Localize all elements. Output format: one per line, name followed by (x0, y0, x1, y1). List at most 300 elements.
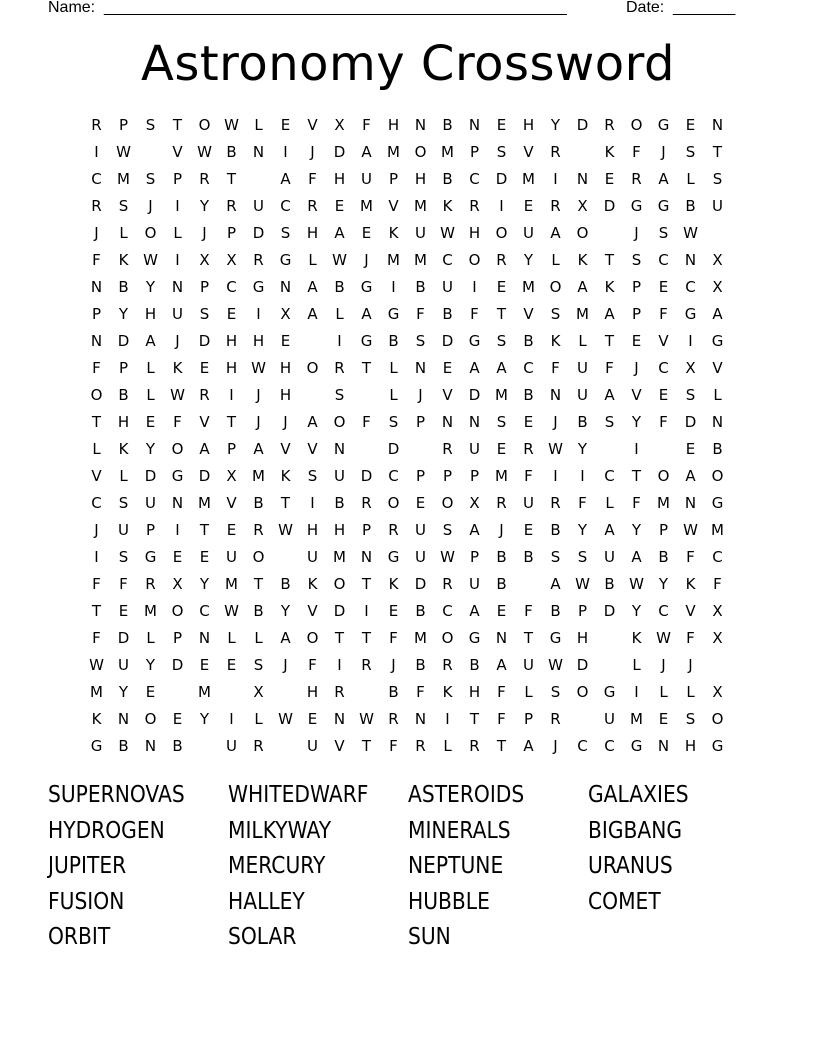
grid-cell (353, 436, 380, 463)
grid-cell: N (441, 413, 454, 431)
grid-cell: X (712, 251, 723, 269)
date-field-line[interactable]: _______ (673, 0, 736, 16)
grid-cell (407, 436, 434, 463)
grid-cell: G (279, 251, 292, 269)
grid-row (83, 598, 743, 625)
word-bank-item: ORBIT (48, 924, 111, 950)
grid-cell: N (333, 440, 346, 458)
grid-cell: K (550, 332, 561, 350)
grid-cell (704, 652, 731, 679)
grid-cell: U (577, 359, 588, 377)
grid-cell: F (713, 575, 722, 593)
grid-cell: O (549, 278, 562, 296)
grid-cell: T (226, 170, 237, 188)
grid-cell: B (334, 494, 345, 512)
grid-cell: A (334, 224, 345, 242)
grid-cell: R (469, 737, 480, 755)
grid-cell: D (198, 332, 211, 350)
name-field-line[interactable]: ____________________________________________________ (104, 0, 567, 16)
grid-cell: T (361, 359, 372, 377)
grid-cell: M (630, 710, 643, 728)
grid-cell: H (576, 629, 589, 647)
grid-cell: D (171, 656, 184, 674)
grid-cell: T (604, 332, 615, 350)
grid-cell: A (280, 170, 291, 188)
grid-cell: A (496, 359, 507, 377)
grid-cell: U (604, 710, 615, 728)
grid-cell: W (116, 143, 131, 161)
grid-row (83, 166, 743, 193)
grid-cell: I (175, 251, 180, 269)
grid-cell: R (415, 737, 426, 755)
grid-cell: E (361, 224, 372, 242)
grid-cell: V (712, 359, 723, 377)
grid-cell: K (685, 575, 696, 593)
grid-cell: U (361, 170, 372, 188)
grid-cell: S (550, 548, 561, 566)
grid-cell: B (523, 332, 534, 350)
grid-cell: D (198, 467, 211, 485)
date-label: Date: (626, 0, 665, 16)
grid-cell: R (469, 197, 480, 215)
grid-cell: G (90, 737, 103, 755)
grid-cell: A (307, 278, 318, 296)
grid-cell: P (415, 467, 426, 485)
header-fields (48, 0, 768, 18)
grid-cell: P (415, 413, 426, 431)
grid-cell: F (173, 413, 182, 431)
grid-cell: H (414, 170, 427, 188)
grid-cell: O (387, 494, 400, 512)
grid-cell: I (553, 170, 558, 188)
grid-cell: E (334, 197, 345, 215)
grid-cell: O (144, 224, 157, 242)
grid-cell: X (334, 116, 345, 134)
grid-cell: E (145, 413, 156, 431)
grid-cell: L (254, 116, 263, 134)
grid-cell: S (685, 143, 696, 161)
grid-row (83, 490, 743, 517)
grid-cell: T (523, 629, 534, 647)
grid-cell: G (387, 305, 400, 323)
grid-cell: D (333, 143, 346, 161)
grid-cell: E (523, 413, 534, 431)
grid-cell: A (685, 467, 696, 485)
grid-cell: U (712, 197, 723, 215)
grid-cell: R (307, 197, 318, 215)
grid-cell: B (388, 332, 399, 350)
grid-cell: R (550, 494, 561, 512)
grid-cell (569, 139, 596, 166)
grid-cell (272, 679, 299, 706)
grid-cell: D (414, 575, 427, 593)
grid-cell: W (548, 656, 563, 674)
grid-cell: H (468, 683, 481, 701)
grid-cell: I (229, 386, 234, 404)
grid-cell: S (145, 116, 156, 134)
grid-cell: F (362, 413, 371, 431)
grid-cell: F (92, 359, 101, 377)
name-label: Name: (48, 0, 96, 16)
grid-cell: O (90, 386, 103, 404)
grid-cell: O (657, 467, 670, 485)
grid-cell: I (634, 440, 639, 458)
grid-cell: T (469, 710, 480, 728)
grid-cell: V (631, 386, 642, 404)
grid-cell: J (256, 413, 261, 431)
grid-cell: L (686, 683, 695, 701)
grid-cell: S (496, 143, 507, 161)
grid-cell: P (631, 305, 642, 323)
word-bank-item: BIGBANG (588, 817, 683, 844)
grid-cell: E (280, 332, 291, 350)
grid-cell: O (576, 224, 589, 242)
grid-cell: H (306, 521, 319, 539)
grid-cell: R (442, 440, 453, 458)
grid-cell: D (144, 467, 157, 485)
grid-cell: A (253, 440, 264, 458)
grid-cell: K (442, 683, 453, 701)
grid-cell: D (603, 602, 616, 620)
grid-row (83, 355, 743, 382)
word-bank-item: MINERALS (408, 817, 511, 844)
grid-cell: S (496, 413, 507, 431)
grid-cell: U (523, 224, 534, 242)
grid-cell: B (118, 278, 129, 296)
grid-row (83, 652, 743, 679)
grid-cell: B (442, 305, 453, 323)
grid-cell: G (360, 332, 373, 350)
grid-cell: T (91, 413, 102, 431)
grid-cell: U (334, 467, 345, 485)
grid-cell: J (364, 251, 369, 269)
grid-cell: N (468, 116, 481, 134)
grid-cell: B (253, 494, 264, 512)
grid-cell: N (333, 710, 346, 728)
grid-cell (299, 382, 326, 409)
grid-row (83, 409, 743, 436)
grid-cell: C (604, 467, 615, 485)
grid-cell: G (630, 737, 643, 755)
grid-row (83, 625, 743, 652)
grid-cell: T (199, 521, 210, 539)
grid-cell: X (469, 494, 480, 512)
grid-cell: J (94, 521, 99, 539)
grid-cell: L (335, 305, 344, 323)
grid-cell: U (307, 737, 318, 755)
grid-cell: S (118, 197, 129, 215)
grid-cell: W (656, 629, 671, 647)
word-bank-item: MILKYWAY (228, 817, 332, 844)
grid-cell: S (280, 224, 291, 242)
grid-cell: I (283, 143, 288, 161)
grid-cell: L (146, 629, 155, 647)
grid-row (83, 139, 743, 166)
grid-cell: H (252, 332, 265, 350)
grid-cell: C (577, 737, 588, 755)
grid-cell: A (469, 602, 480, 620)
grid-cell: J (391, 656, 396, 674)
word-bank-item: URANUS (588, 853, 673, 879)
grid-cell: X (226, 251, 237, 269)
grid-cell: G (549, 629, 562, 647)
grid-cell (596, 220, 623, 247)
grid-cell: K (118, 440, 129, 458)
grid-row (83, 679, 743, 706)
grid-cell: Y (118, 305, 129, 323)
grid-cell: S (307, 467, 318, 485)
grid-cell (245, 166, 272, 193)
grid-cell (164, 679, 191, 706)
grid-cell: A (712, 305, 723, 323)
grid-cell: P (226, 224, 237, 242)
grid-cell: L (146, 386, 155, 404)
grid-cell: T (280, 494, 291, 512)
grid-cell: A (145, 332, 156, 350)
grid-cell: R (496, 494, 507, 512)
grid-cell: E (415, 494, 426, 512)
grid-cell: J (310, 143, 315, 161)
grid-cell: A (604, 521, 615, 539)
grid-cell: V (307, 440, 318, 458)
grid-cell: V (199, 413, 210, 431)
grid-cell: H (333, 170, 346, 188)
grid-cell: C (442, 251, 453, 269)
grid-cell: I (499, 197, 504, 215)
grid-cell: J (634, 359, 639, 377)
grid-cell: R (226, 197, 237, 215)
grid-cell: C (226, 278, 237, 296)
grid-cell: L (605, 494, 614, 512)
grid-cell: J (499, 521, 504, 539)
grid-cell: O (306, 359, 319, 377)
grid-cell: C (658, 602, 669, 620)
grid-cell: F (389, 737, 398, 755)
grid-cell: P (442, 467, 453, 485)
grid-cell: L (119, 467, 128, 485)
grid-cell: M (495, 467, 508, 485)
grid-cell: J (661, 143, 666, 161)
grid-cell: F (524, 467, 533, 485)
grid-cell: J (148, 197, 153, 215)
grid-cell: B (334, 278, 345, 296)
grid-row (83, 247, 743, 274)
word-bank-item: FUSION (48, 888, 125, 915)
word-search-grid (83, 112, 743, 760)
grid-cell: G (468, 332, 481, 350)
grid-cell: P (523, 710, 534, 728)
grid-cell: A (307, 413, 318, 431)
grid-row (83, 436, 743, 463)
grid-cell: R (253, 521, 264, 539)
grid-cell (272, 733, 299, 760)
word-bank (48, 778, 768, 956)
grid-cell: L (308, 251, 317, 269)
grid-cell: E (523, 521, 534, 539)
grid-cell: U (226, 737, 237, 755)
grid-cell: M (225, 575, 238, 593)
grid-cell: Y (199, 197, 210, 215)
grid-cell: T (172, 116, 183, 134)
grid-cell: O (144, 710, 157, 728)
grid-cell (596, 652, 623, 679)
grid-cell: M (198, 494, 211, 512)
grid-cell: Y (550, 116, 561, 134)
grid-cell: J (418, 386, 423, 404)
grid-cell: H (306, 224, 319, 242)
grid-cell: N (657, 737, 670, 755)
grid-cell: F (632, 143, 641, 161)
grid-cell: W (89, 656, 104, 674)
grid-cell: B (442, 170, 453, 188)
grid-cell: E (199, 359, 210, 377)
grid-cell: U (469, 575, 480, 593)
grid-cell: H (144, 305, 157, 323)
grid-cell: B (604, 575, 615, 593)
grid-cell: N (252, 143, 265, 161)
grid-cell: P (469, 467, 480, 485)
grid-cell: Y (523, 251, 534, 269)
grid-cell: B (118, 737, 129, 755)
grid-cell: B (496, 575, 507, 593)
grid-cell: D (252, 224, 265, 242)
grid-cell: T (253, 575, 264, 593)
grid-cell: N (414, 359, 427, 377)
grid-cell (218, 679, 245, 706)
grid-cell: O (576, 683, 589, 701)
grid-cell: L (578, 332, 587, 350)
grid-cell: N (495, 629, 508, 647)
grid-cell: F (92, 575, 101, 593)
grid-row (83, 733, 743, 760)
grid-cell: K (604, 278, 615, 296)
grid-cell: P (469, 548, 480, 566)
grid-cell (191, 733, 218, 760)
grid-cell: C (469, 170, 480, 188)
grid-cell: B (415, 602, 426, 620)
grid-cell: U (469, 440, 480, 458)
grid-cell: H (279, 359, 292, 377)
grid-cell: S (199, 305, 210, 323)
grid-cell: C (658, 251, 669, 269)
grid-cell: M (576, 305, 589, 323)
grid-cell: V (334, 737, 345, 755)
grid-cell: P (577, 602, 588, 620)
grid-cell: Y (145, 440, 156, 458)
grid-cell: R (388, 521, 399, 539)
grid-cell: N (90, 278, 103, 296)
grid-cell: V (226, 494, 237, 512)
grid-cell: G (657, 116, 670, 134)
grid-cell: O (441, 494, 454, 512)
grid-cell: X (199, 251, 210, 269)
grid-cell: I (553, 467, 558, 485)
word-bank-item: SOLAR (228, 924, 297, 950)
page-title: Astronomy Crossword (141, 36, 675, 92)
grid-cell: V (658, 332, 669, 350)
grid-cell: P (118, 359, 129, 377)
grid-cell: C (91, 170, 102, 188)
grid-cell: T (361, 737, 372, 755)
grid-cell: L (92, 440, 101, 458)
grid-cell: F (659, 305, 668, 323)
grid-cell: W (440, 224, 455, 242)
grid-cell: X (577, 197, 588, 215)
word-bank-item: MERCURY (228, 853, 326, 879)
grid-cell: M (657, 494, 670, 512)
grid-cell: U (118, 521, 129, 539)
grid-cell: E (658, 710, 669, 728)
grid-cell: G (711, 494, 724, 512)
grid-cell: J (283, 413, 288, 431)
grid-cell: D (684, 413, 697, 431)
grid-row (83, 112, 743, 139)
grid-cell: I (94, 548, 99, 566)
grid-cell: U (523, 494, 534, 512)
grid-cell: W (683, 224, 698, 242)
grid-cell: P (199, 278, 210, 296)
grid-cell: F (605, 359, 614, 377)
grid-cell: U (442, 278, 453, 296)
grid-cell: K (388, 224, 399, 242)
grid-cell: L (254, 710, 263, 728)
grid-cell: W (170, 386, 185, 404)
grid-cell: O (711, 467, 724, 485)
grid-cell: G (684, 305, 697, 323)
grid-cell: G (468, 629, 481, 647)
grid-cell: P (469, 143, 480, 161)
grid-cell: P (226, 440, 237, 458)
grid-cell: D (333, 602, 346, 620)
grid-cell: A (199, 440, 210, 458)
grid-cell: H (117, 413, 130, 431)
grid-cell: B (388, 683, 399, 701)
grid-cell: M (414, 251, 427, 269)
word-bank-item: HALLEY (228, 888, 305, 915)
grid-cell: X (172, 575, 183, 593)
grid-cell: K (118, 251, 129, 269)
grid-cell: T (361, 575, 372, 593)
grid-cell: D (441, 332, 454, 350)
grid-cell: R (442, 575, 453, 593)
grid-cell: Y (577, 440, 588, 458)
grid-cell: M (387, 143, 400, 161)
grid-cell: G (387, 548, 400, 566)
grid-cell: M (441, 143, 454, 161)
grid-cell: J (634, 224, 639, 242)
grid-cell: M (522, 170, 535, 188)
grid-cell: C (604, 737, 615, 755)
grid-cell: E (523, 197, 534, 215)
grid-cell: T (712, 143, 723, 161)
grid-cell: L (713, 386, 722, 404)
grid-cell: U (118, 656, 129, 674)
grid-cell: D (117, 332, 130, 350)
grid-cell: O (711, 710, 724, 728)
grid-cell: H (684, 737, 697, 755)
grid-cell: M (90, 683, 103, 701)
word-bank-item: SUPERNOVAS (48, 782, 185, 808)
grid-cell: A (469, 521, 480, 539)
grid-cell: U (172, 305, 183, 323)
grid-cell: B (253, 602, 264, 620)
grid-cell: N (144, 737, 157, 755)
grid-cell: E (388, 602, 399, 620)
grid-cell: O (171, 440, 184, 458)
grid-cell: L (632, 656, 641, 674)
grid-cell: L (443, 737, 452, 755)
grid-cell: M (414, 629, 427, 647)
